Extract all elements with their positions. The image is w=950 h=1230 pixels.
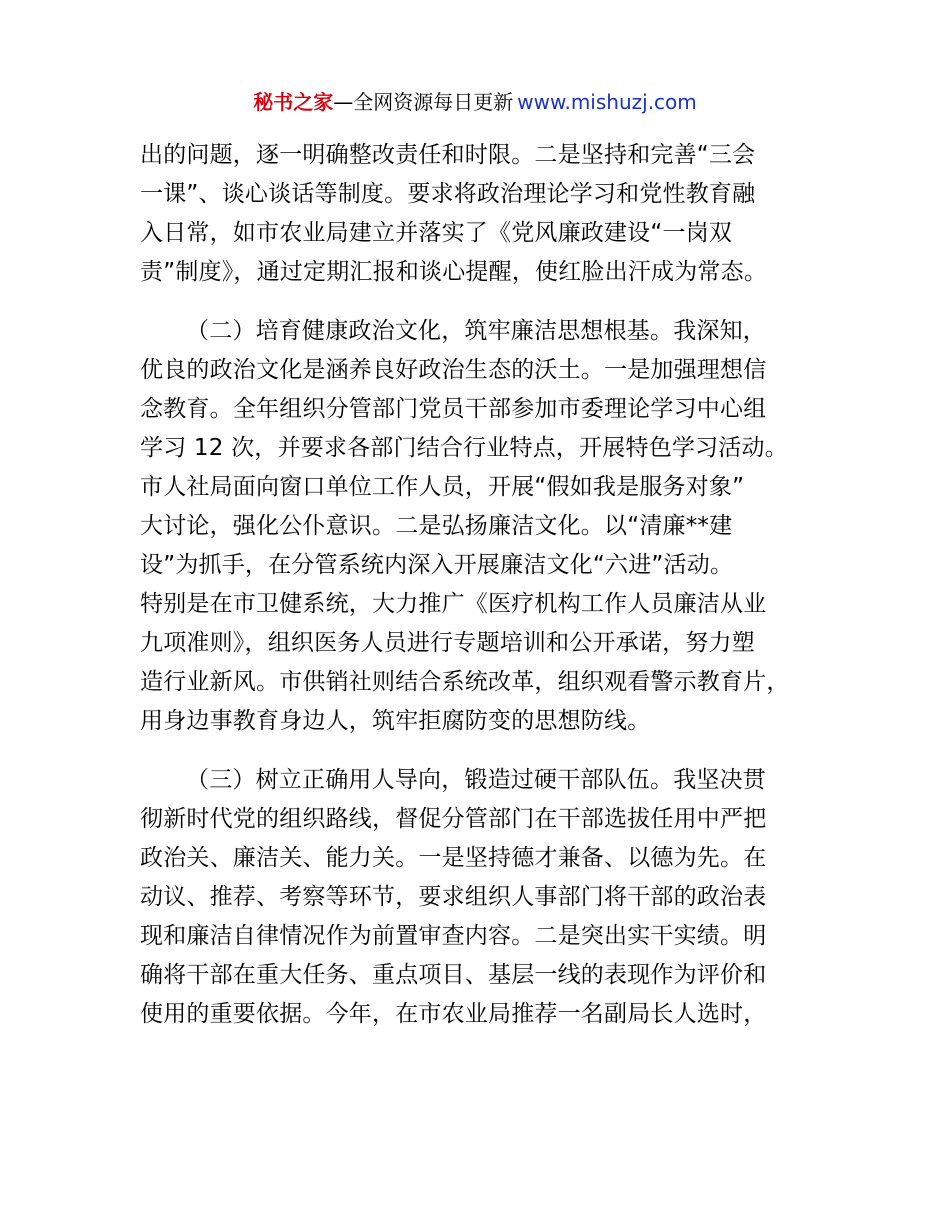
paragraph-section-2 bbox=[140, 312, 820, 741]
text-line: 彻新时代党的组织路线，督促分管部门在干部选拔任用中严把 bbox=[140, 806, 767, 832]
section-heading-line: （三）树立正确用人导向，锻造过硬干部队伍。我坚决贯 bbox=[186, 767, 766, 793]
text-line: 一课”、谈心谈话等制度。要求将政治理论学习和党性教育融 bbox=[140, 181, 756, 207]
text-line: 出的问题，逐一明确整改责任和时限。二是坚持和完善“三会 bbox=[140, 142, 756, 168]
text-line: 市人社局面向窗口单位工作人员，开展“假如我是服务对象” bbox=[140, 474, 745, 500]
site-header bbox=[0, 88, 950, 116]
text-line: 大讨论，强化公仆意识。二是弘扬廉洁文化。以“清廉**建 bbox=[140, 513, 733, 539]
document-body bbox=[140, 136, 820, 1034]
text-line: 政治关、廉洁关、能力关。一是坚持德才兼备、以德为先。在 bbox=[140, 845, 767, 871]
text-line: 使用的重要依据。今年，在市农业局推荐一名副局长人选时， bbox=[140, 1001, 767, 1027]
text-line: 念教育。全年组织分管部门党员干部参加市委理论学习中心组 bbox=[140, 396, 767, 422]
paragraph-spacer bbox=[140, 292, 820, 312]
text-line: 优良的政治文化是涵养良好政治生态的沃土。一是加强理想信 bbox=[140, 357, 767, 383]
paragraph-section-3 bbox=[140, 761, 820, 1034]
text-line: 学习 12 次，并要求各部门结合行业特点，开展特色学习活动。 bbox=[140, 435, 788, 461]
text-line: 造行业新风。市供销社则结合系统改革，组织观看警示教育片， bbox=[140, 669, 790, 695]
section-heading-line: （二）培育健康政治文化，筑牢廉洁思想根基。我深知， bbox=[186, 318, 766, 344]
paragraph-continuation bbox=[140, 136, 820, 292]
text-line: 入日常，如市农业局建立并落实了《党风廉政建设“一岗双 bbox=[140, 220, 733, 246]
text-line: 设”为抓手，在分管系统内深入开展廉洁文化“六进”活动。 bbox=[140, 552, 734, 578]
text-line: 用身边事教育身边人，筑牢拒腐防变的思想防线。 bbox=[140, 708, 651, 734]
site-tagline: —全网资源每日更新 bbox=[333, 90, 514, 114]
text-line: 动议、推荐、考察等环节，要求组织人事部门将干部的政治表 bbox=[140, 884, 767, 910]
text-line: 确将干部在重大任务、重点项目、基层一线的表现作为评价和 bbox=[140, 962, 767, 988]
paragraph-spacer bbox=[140, 741, 820, 761]
text-line: 九项准则》，组织医务人员进行专题培训和公开承诺，努力塑 bbox=[140, 630, 755, 656]
text-line: 责”制度》，通过定期汇报和谈心提醒，使红脸出汗成为常态。 bbox=[140, 259, 768, 285]
text-line: 特别是在市卫健系统，大力推广《医疗机构工作人员廉洁从业 bbox=[140, 591, 767, 617]
site-brand: 秘书之家 bbox=[253, 90, 334, 114]
site-url-link[interactable]: www.mishuzj.com bbox=[517, 90, 697, 114]
text-line: 现和廉洁自律情况作为前置审查内容。二是突出实干实绩。明 bbox=[140, 923, 767, 949]
